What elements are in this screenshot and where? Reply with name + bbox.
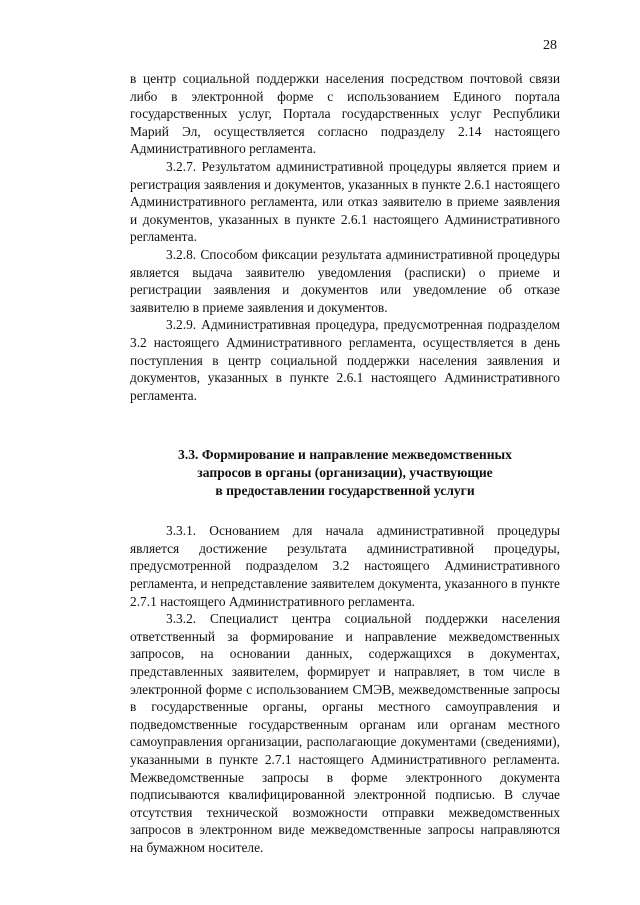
page-number: 28 [543, 38, 557, 53]
paragraph-continuation: в центр социальной поддержки населения посредством почтовой связи либо в электронной форме с использованием Единого портала государственных услуг, Портала государственных услуг Республики Марий Эл, осуществляется согласно подразделу 2.14 настоящего Административного регламента. [130, 71, 560, 157]
document-body [130, 70, 560, 857]
paragraph-3-3-1: 3.3.1. Основанием для начала административной процедуры является достижение результата административной процедуры, предусмотренной подразделом 3.2 настоящего Административного регламента, и непредставление заявителем документа, указанного в пункте 2.7.1 настоящего Административного регламента. [130, 523, 560, 609]
section-title-line-3: в предоставлении государственной услуги [215, 483, 475, 499]
section-title-line-2: запросов в органы (организации), участвующие [197, 465, 493, 481]
paragraph-3-2-9: 3.2.9. Административная процедура, предусмотренная подразделом 3.2 настоящего Административного регламента, осуществляется в день поступления в центр социальной поддержки населения заявления и документов, указанных в пункте 2.6.1 настоящего Административного регламента. [130, 317, 560, 403]
paragraph-3-2-7: 3.2.7. Результатом административной процедуры является прием и регистрация заявления и документов, указанных в пункте 2.6.1 настоящего Административного регламента, или отказ заявителю в приеме заявления и документов, указанных в пункте 2.6.1 настоящего Административного регламента. [130, 158, 560, 245]
paragraph-3-2-8: 3.2.8. Способом фиксации результата административной процедуры является выдача заявителю уведомления (расписки) о приеме и регистрации заявления и документов или уведомление об отказе заявителю в приеме заявления и документов. [130, 246, 560, 315]
paragraph-3-3-2: 3.3.2. Специалист центра социальной поддержки населения ответственный за формирование и направление межведомственных запросов, на основании данных, содержащихся в документах, представленных заявителем, формирует и направляет, в том числе в электронной форме с использованием СМЭВ, межведомственные запросы в государственные органы, органы местного самоуправления и подведомственные государственным органам или органам местного самоуправления организации, располагающие документами (сведениями), указанными в пункте 2.7.1 настоящего Административного регламента. Межведомственные запросы в форме электронного документа подписываются квалифицированной электронной подписью. В случае отсутствия технической возможности отправки межведомственных запросов в электронном виде межведомственные запросы направляются на бумажном носителе. [130, 611, 560, 855]
section-title [130, 446, 560, 500]
section-title-line-1: 3.3. Формирование и направление межведомственных [178, 447, 512, 463]
